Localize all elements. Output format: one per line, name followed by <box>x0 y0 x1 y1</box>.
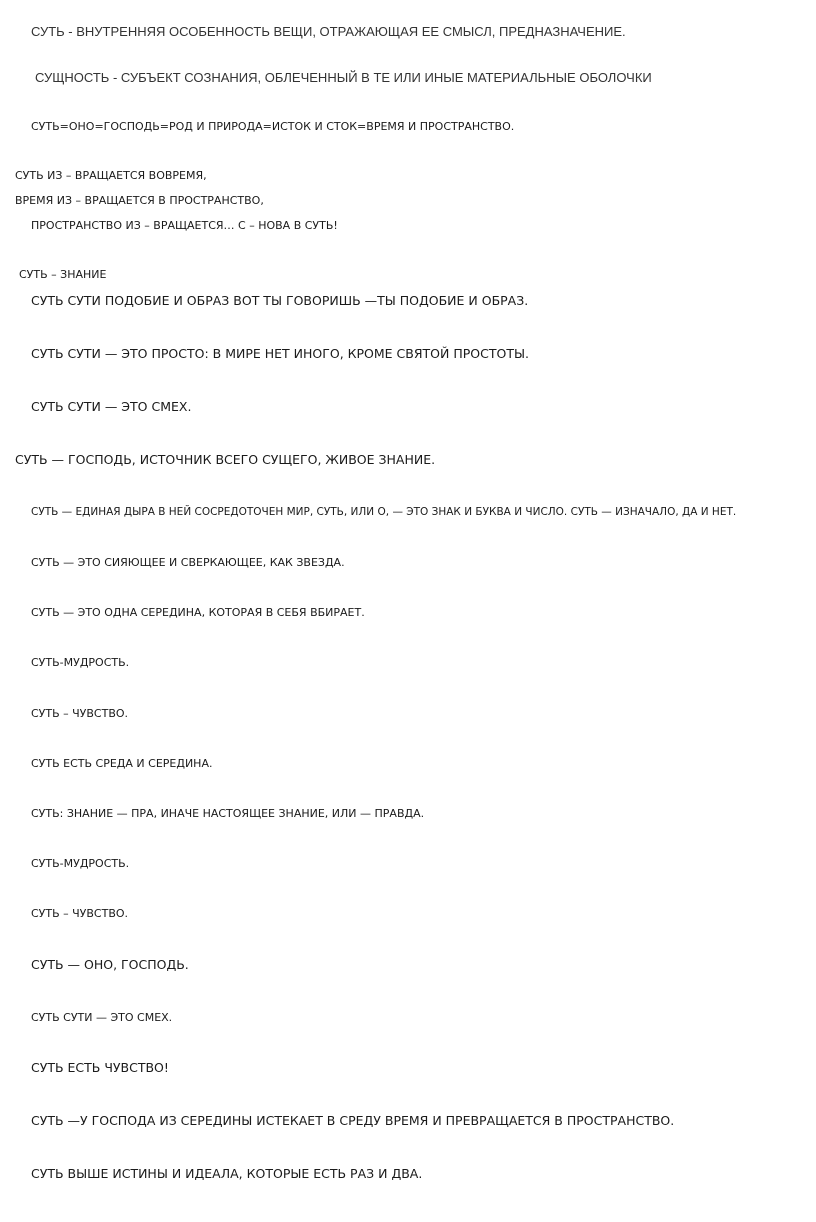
text-line: ПРОСТРАНСТВО ИЗ – ВРАЩАЕТСЯ… С – НОВА В СУТЬ! <box>31 219 338 232</box>
text-line: СУТЬ — ОНО, ГОСПОДЬ. <box>31 957 189 972</box>
text-line: СУТЬ — ЕДИНАЯ ДЫРА В НЕЙ СОСРЕДОТОЧЕН МИР, СУТЬ, ИЛИ О, — ЭТО ЗНАК И БУКВА И ЧИСЛО. СУТЬ — ИЗНАЧАЛО, ДА И НЕТ. <box>31 506 737 518</box>
text-line: СУТЬ: ЗНАНИЕ — ПРА, ИНАЧЕ НАСТОЯЩЕЕ ЗНАНИЕ, ИЛИ — ПРАВДА. <box>31 807 425 820</box>
text-line: СУТЬ — ЭТО ОДНА СЕРЕДИНА, КОТОРАЯ В СЕБЯ ВБИРАЕТ. <box>31 606 365 619</box>
text-line: СУЩНОСТЬ - СУБЪЕКТ СОЗНАНИЯ, ОБЛЕЧЕННЫЙ В ТЕ ИЛИ ИНЫЕ МАТЕРИАЛЬНЫЕ ОБОЛОЧКИ <box>35 70 652 85</box>
text-line: СУТЬ - ВНУТРЕННЯЯ ОСОБЕННОСТЬ ВЕЩИ, ОТРАЖАЮЩАЯ ЕЕ СМЫСЛ, ПРЕДНАЗНАЧЕНИЕ. <box>31 24 626 39</box>
text-line: СУТЬ СУТИ — ЭТО ПРОСТО: В МИРЕ НЕТ ИНОГО, КРОМЕ СВЯТОЙ ПРОСТОТЫ. <box>31 346 529 361</box>
text-line: СУТЬ ВЫШЕ ИСТИНЫ И ИДЕАЛА, КОТОРЫЕ ЕСТЬ РАЗ И ДВА. <box>31 1166 423 1181</box>
text-line: СУТЬ – ЧУВСТВО. <box>31 907 129 920</box>
text-line: СУТЬ — ЭТО СИЯЮЩЕЕ И СВЕРКАЮЩЕЕ, КАК ЗВЕЗДА. <box>31 556 345 569</box>
text-line: ВРЕМЯ ИЗ – ВРАЩАЕТСЯ В ПРОСТРАНСТВО, <box>15 194 264 207</box>
text-line: СУТЬ – ЗНАНИЕ <box>19 268 107 281</box>
text-line: СУТЬ-МУДРОСТЬ. <box>31 656 130 669</box>
text-line: СУТЬ ИЗ – ВРАЩАЕТСЯ ВОВРЕМЯ, <box>15 169 207 182</box>
text-line: СУТЬ – ЧУВСТВО. <box>31 707 129 720</box>
text-line: СУТЬ СУТИ — ЭТО СМЕХ. <box>31 399 192 414</box>
text-line: СУТЬ ЕСТЬ СРЕДА И СЕРЕДИНА. <box>31 757 213 770</box>
text-line: СУТЬ-МУДРОСТЬ. <box>31 857 130 870</box>
text-line: СУТЬ ЕСТЬ ЧУВСТВО! <box>31 1060 169 1075</box>
text-line: СУТЬ СУТИ — ЭТО СМЕХ. <box>31 1011 173 1024</box>
text-line: СУТЬ —У ГОСПОДА ИЗ СЕРЕДИНЫ ИСТЕКАЕТ В СРЕДУ ВРЕМЯ И ПРЕВРАЩАЕТСЯ В ПРОСТРАНСТВО. <box>31 1113 675 1128</box>
text-line: СУТЬ — ГОСПОДЬ, ИСТОЧНИК ВСЕГО СУЩЕГО, ЖИВОЕ ЗНАНИЕ. <box>15 452 436 467</box>
text-line: СУТЬ=ОНО=ГОСПОДЬ=РОД И ПРИРОДА=ИСТОК И СТОК=ВРЕМЯ И ПРОСТРАНСТВО. <box>31 120 515 133</box>
text-line: СУТЬ СУТИ ПОДОБИЕ И ОБРАЗ ВОТ ТЫ ГОВОРИШЬ —ТЫ ПОДОБИЕ И ОБРАЗ. <box>31 293 529 308</box>
